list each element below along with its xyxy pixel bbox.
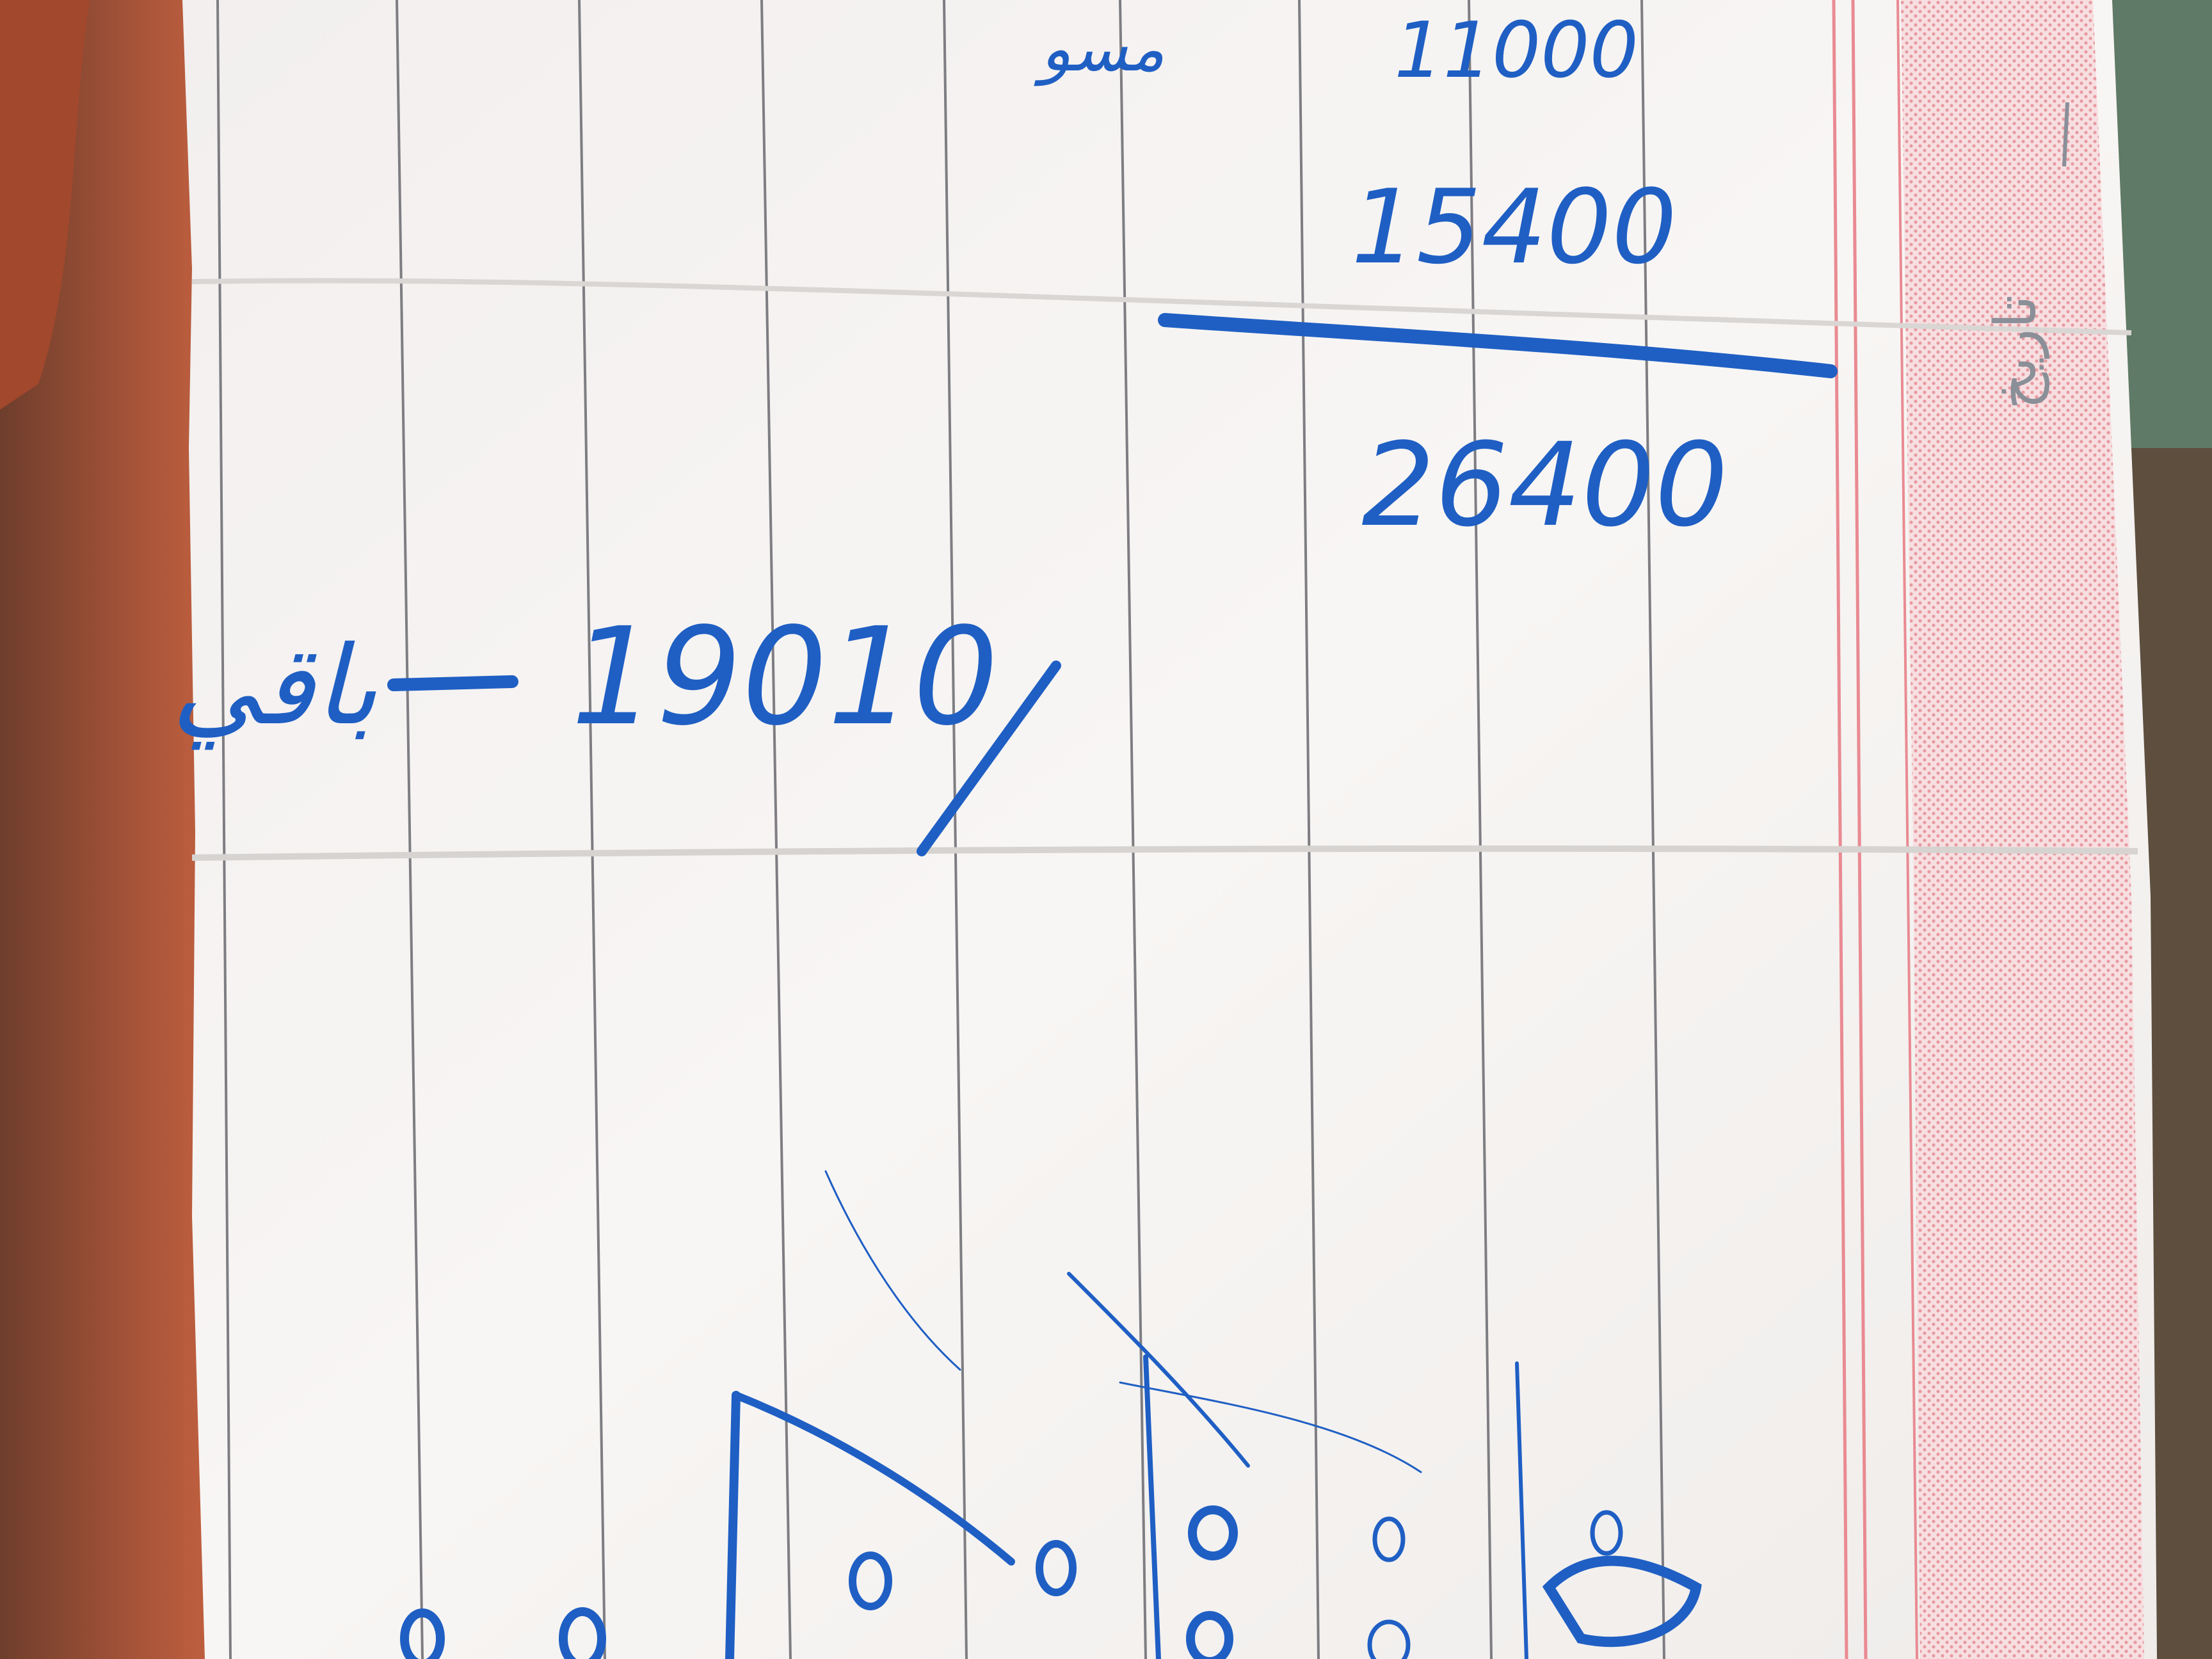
remainder-word: باقي: [171, 623, 378, 749]
remainder-dash: [394, 682, 512, 685]
second-amount: 15400: [1351, 167, 1677, 287]
top-word: مسو: [1040, 11, 1165, 86]
total-amount: 26400: [1361, 419, 1728, 552]
margin-word: تاريخ: [1982, 294, 2049, 410]
top-amount: 11000: [1394, 6, 1639, 95]
remainder-amount: 19010: [570, 598, 998, 755]
